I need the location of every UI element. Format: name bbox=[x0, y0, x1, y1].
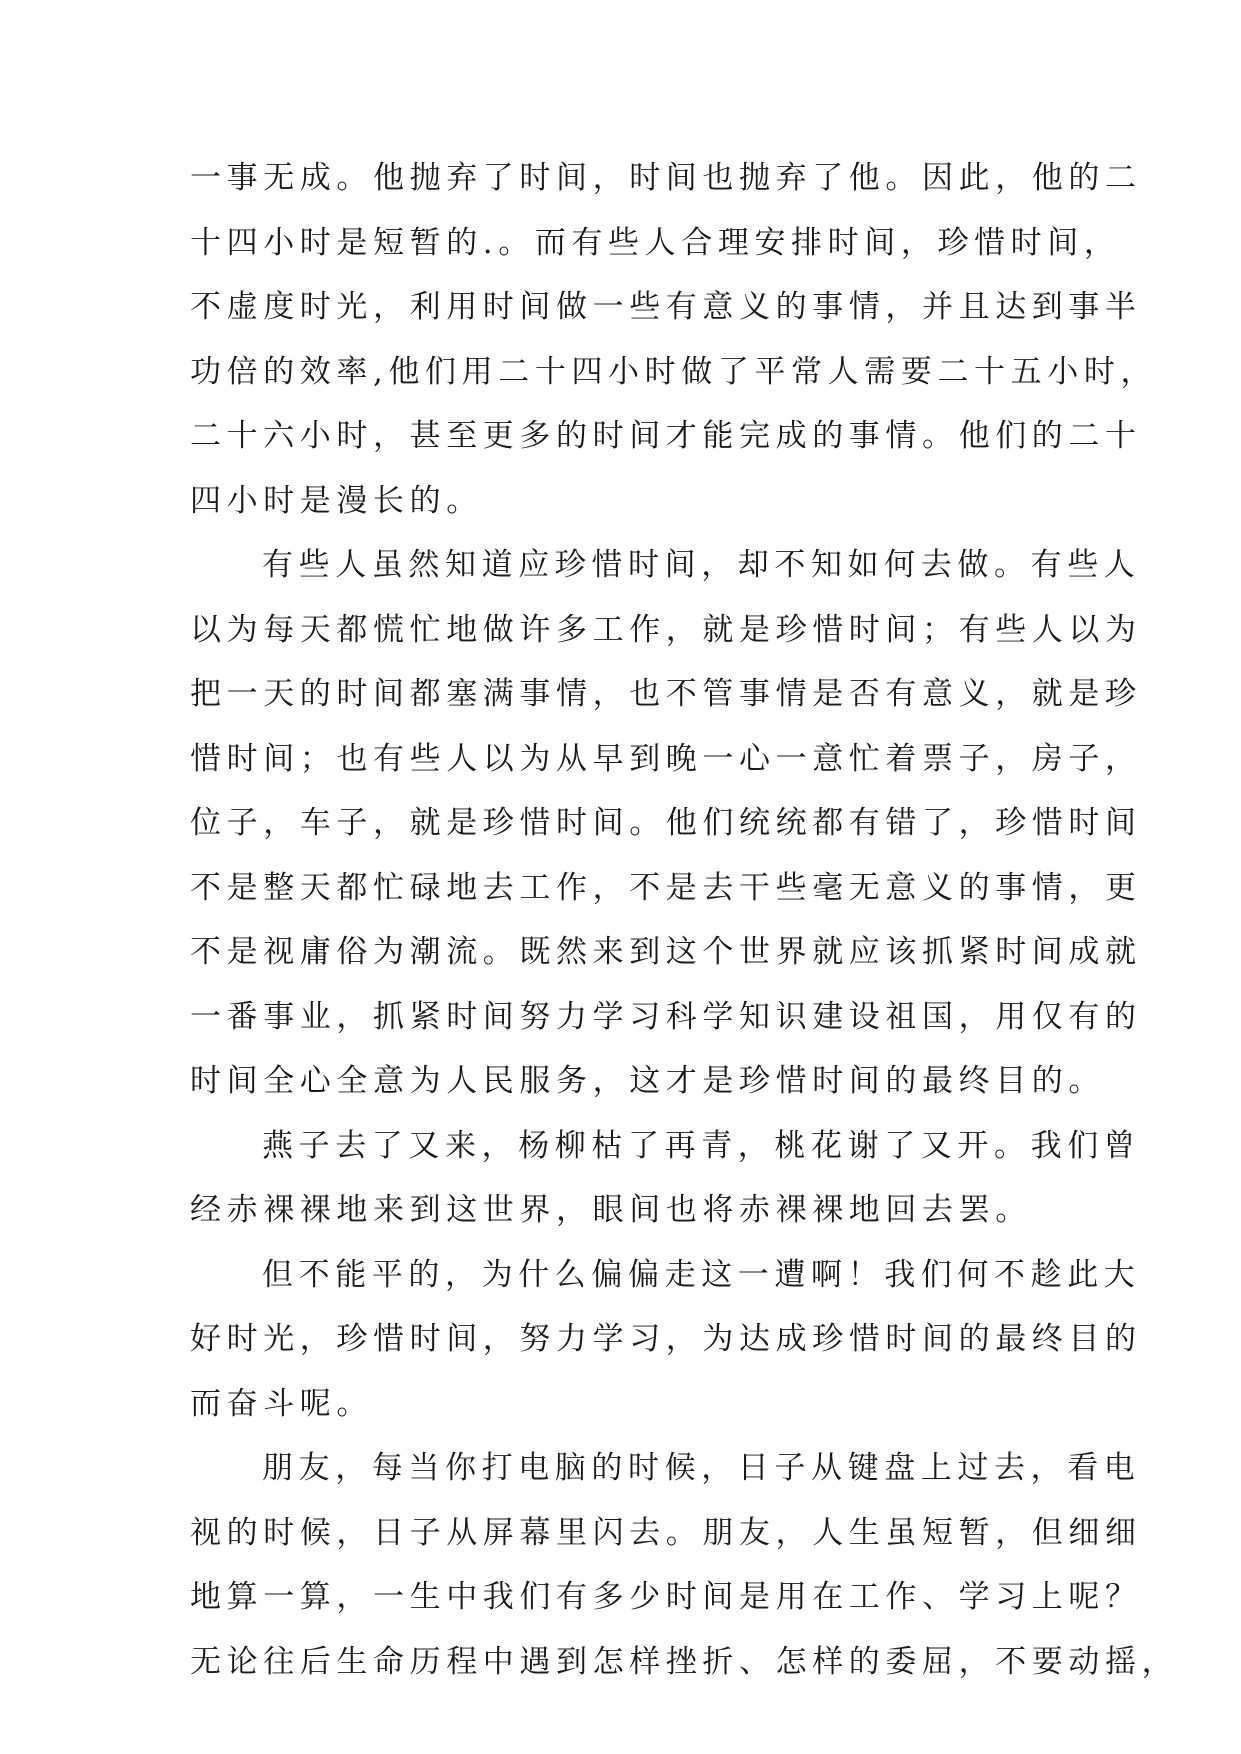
text-line: 一事无成。他抛弃了时间，时间也抛弃了他。因此，他的二 bbox=[190, 160, 1142, 196]
text-line: 无论往后生命历程中遇到怎样挫折、怎样的委屈，不要动摇， bbox=[190, 1643, 1179, 1680]
text-line: 不虚度时光，利用时间做一些有意义的事情，并且达到事半 bbox=[190, 289, 1142, 325]
text-line: 经赤裸裸地来到这世界，眼间也将赤裸裸地回去罢。 bbox=[190, 1192, 1032, 1228]
text-line: 视的时候，日子从屏幕里闪去。朋友，人生虽短暂，但细细 bbox=[190, 1514, 1142, 1551]
text-line: 十四小时是短暂的.。而有些人合理安排时间，珍惜时间， bbox=[190, 224, 1121, 261]
text-line: 功倍的效率,他们用二十四小时做了平常人需要二十五小时， bbox=[190, 353, 1158, 390]
text-line: 有些人虽然知道应珍惜时间，却不知如何去做。有些人 bbox=[262, 547, 1141, 583]
text-line: 不是视庸俗为潮流。既然来到这个世界就应该抓紧时间成就 bbox=[190, 934, 1142, 970]
text-line: 朋友，每当你打电脑的时候，日子从键盘上过去，看电 bbox=[262, 1450, 1141, 1486]
text-line: 位子，车子，就是珍惜时间。他们统统都有错了，珍惜时间 bbox=[190, 805, 1142, 841]
text-line: 把一天的时间都塞满事情，也不管事情是否有意义，就是珍 bbox=[190, 676, 1142, 712]
text-line: 而奋斗呢。 bbox=[190, 1385, 373, 1422]
text-line: 好时光，珍惜时间，努力学习，为达成珍惜时间的最终目的 bbox=[190, 1321, 1142, 1357]
text-line: 但不能平的，为什么偏偏走这一遭啊！我们何不趁此大 bbox=[262, 1256, 1141, 1293]
text-line: 不是整天都忙碌地去工作，不是去干些毫无意义的事情，更 bbox=[190, 869, 1142, 906]
text-line: 燕子去了又来，杨柳枯了再青，桃花谢了又开。我们曾 bbox=[262, 1127, 1141, 1164]
text-line: 四小时是漫长的。 bbox=[190, 482, 483, 519]
text-line: 地算一算，一生中我们有多少时间是用在工作、学习上呢？ bbox=[190, 1579, 1142, 1615]
text-line: 时间全心全意为人民服务，这才是珍惜时间的最终目的。 bbox=[190, 1063, 1105, 1099]
document-body bbox=[190, 146, 1179, 1694]
text-line: 二十六小时，甚至更多的时间才能完成的事情。他们的二十 bbox=[190, 418, 1142, 454]
text-line: 以为每天都慌忙地做许多工作，就是珍惜时间；有些人以为 bbox=[190, 611, 1142, 648]
text-line: 惜时间；也有些人以为从早到晚一心一意忙着票子，房子， bbox=[190, 740, 1142, 777]
text-line: 一番事业，抓紧时间努力学习科学知识建设祖国，用仅有的 bbox=[190, 998, 1142, 1035]
